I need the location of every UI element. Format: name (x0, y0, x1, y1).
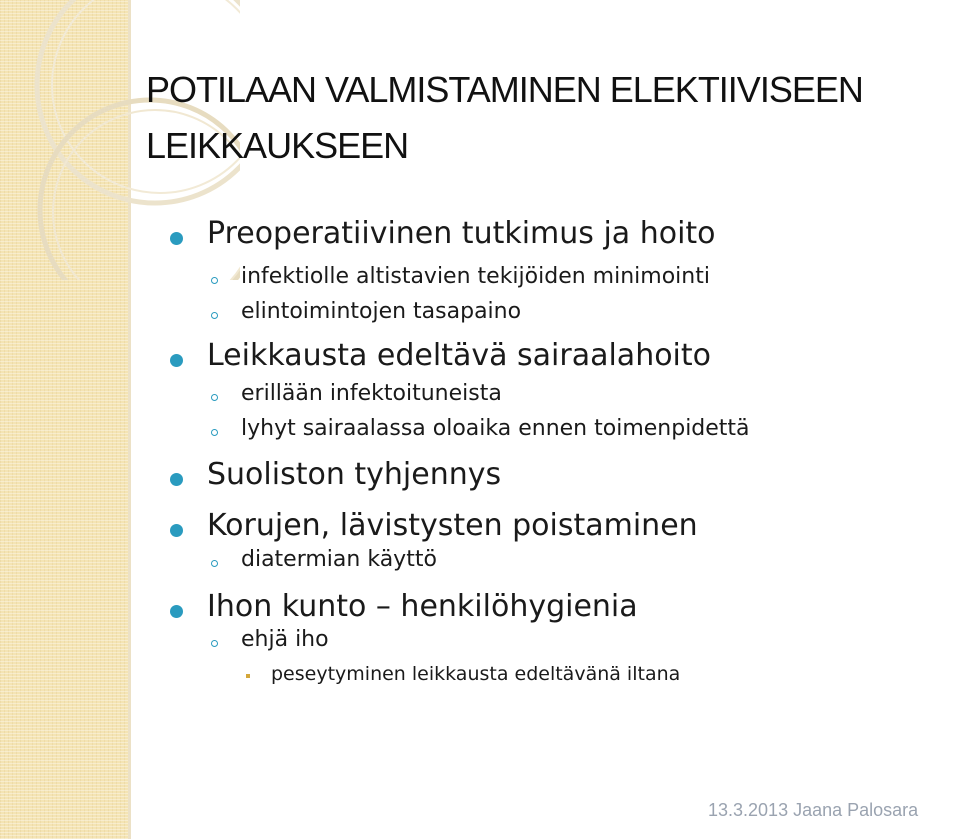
bullet-item-level-3: peseytyminen leikkausta edeltävänä iltana (271, 663, 681, 685)
slide-footer: 13.3.2013 Jaana Palosara (708, 800, 919, 820)
bullet-dot-icon (170, 524, 183, 537)
bullet-dot-icon (170, 232, 183, 245)
slide-title: POTILAAN VALMISTAMINEN ELEKTIIVISEEN LEIKKAUKSEEN (146, 69, 863, 166)
bullet-item-level-1: Preoperatiivinen tutkimus ja hoito (207, 216, 716, 251)
bullet-item-level-2: erillään infektoituneista (241, 381, 502, 406)
bullet-item-level-1: Korujen, lävistysten poistaminen (207, 508, 698, 543)
bullet-ring-icon (211, 429, 218, 436)
bullet-ring-icon (211, 640, 218, 647)
bullet-item-level-2: ehjä iho (241, 627, 329, 652)
bullet-ring-icon (211, 277, 218, 284)
bullet-item-level-2: infektiolle altistavien tekijöiden minimointi (241, 264, 710, 289)
bullet-ring-icon (211, 312, 218, 319)
bullet-item-level-1: Ihon kunto – henkilöhygienia (207, 589, 638, 624)
bullet-dot-icon (170, 354, 183, 367)
bullet-square-icon (246, 674, 250, 678)
bullet-ring-icon (211, 394, 218, 401)
bullet-ring-icon (211, 560, 218, 567)
bullet-item-level-2: diatermian käyttö (241, 547, 437, 572)
bullet-item-level-2: elintoimintojen tasapaino (241, 299, 522, 324)
bullet-item-level-1: Suoliston tyhjennys (207, 457, 502, 492)
bullet-item-level-1: Leikkausta edeltävä sairaalahoito (207, 338, 712, 373)
bullet-dot-icon (170, 605, 183, 618)
bullet-item-level-2: lyhyt sairaalassa oloaika ennen toimenpidettä (241, 416, 750, 441)
bullet-dot-icon (170, 473, 183, 486)
